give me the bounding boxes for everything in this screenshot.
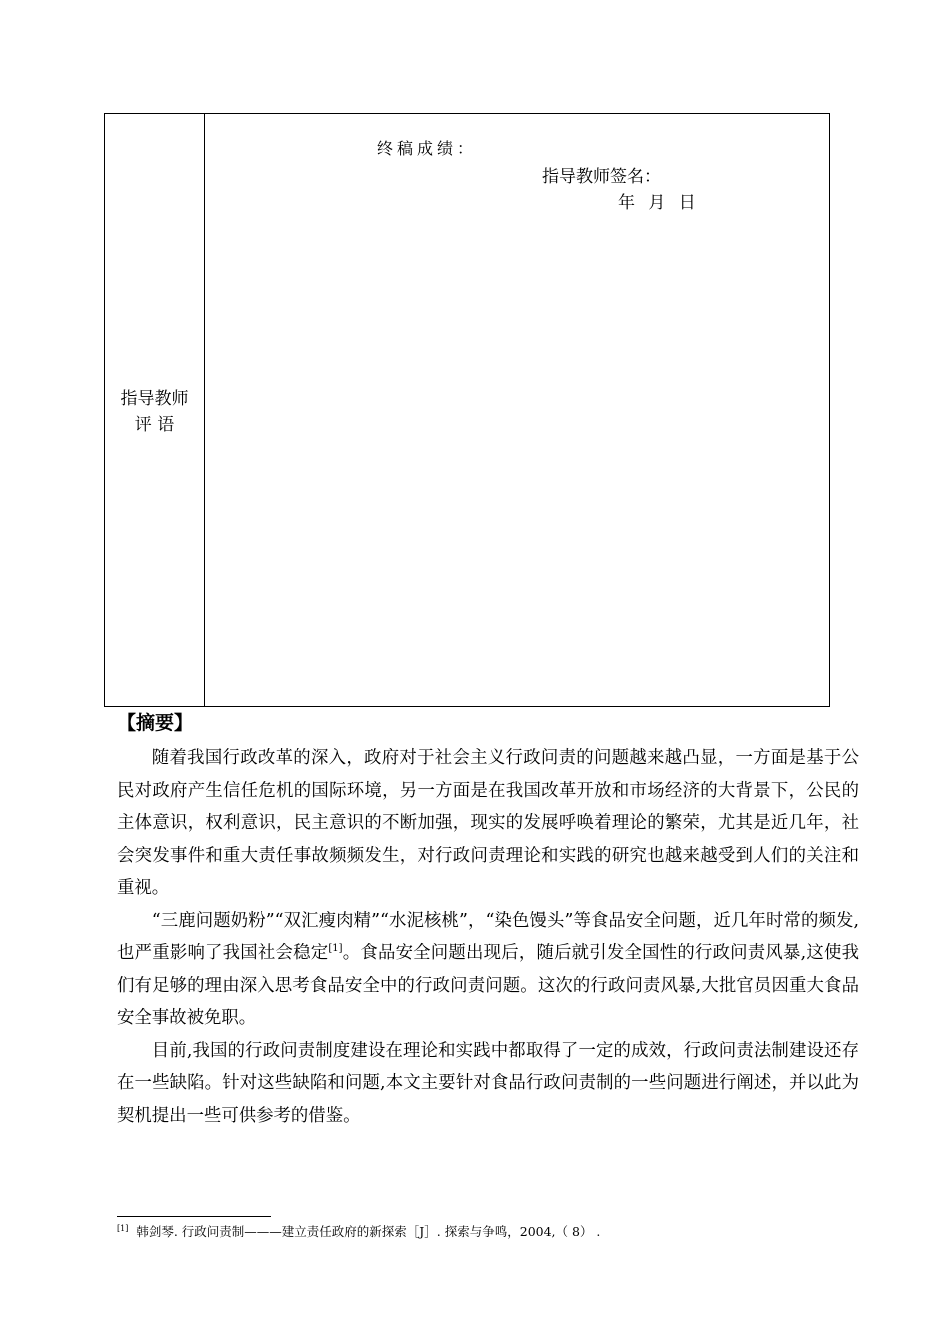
abstract-paragraph-2 (117, 905, 859, 1035)
label-line-2: 评 语 (134, 415, 175, 435)
footnote-text: 韩剑琴. 行政问责制———建立责任政府的新探索［J］. 探索与争鸣，2004,（ 8） . (136, 1224, 601, 1239)
abstract-heading: 【摘要】 (117, 712, 194, 734)
label-cell (105, 114, 205, 706)
footnote-separator (117, 1216, 271, 1217)
advisor-signature-label: 指导教师签名： (542, 167, 661, 187)
final-grade-label: 终稿成绩： (377, 139, 478, 158)
footnote-mark: [1] (117, 1223, 129, 1233)
abstract-paragraph-1: 随着我国行政改革的深入，政府对于社会主义行政问责的问题越来越凸显，一方面是基于公民对政府产生信任危机的国际环境，另一方面是在我国改革开放和市场经济的大背景下，公民的主体意识，权利意识，民主意识的不断加强，现实的发展呼唤着理论的繁荣，尤其是近几年，社会突发事件和重大责任事故频频发生，对行政问责理论和实践的研究也越来越受到人们的关注和重视。 (117, 748, 859, 898)
footnote-reference[interactable]: [1] (328, 943, 343, 955)
abstract-paragraph-3: 目前,我国的行政问责制度建设在理论和实践中都取得了一定的成效，行政问责法制建设还存在一些缺陷。针对这些缺陷和问题,本文主要针对食品行政问责制的一些问题进行阐述，并以此为契机提出一些可供参考的借鉴。 (117, 1040, 859, 1126)
paragraph-2-text-start: “三鹿问题奶粉”“双汇瘦肉精”“水泥核桃”，“染色馒头”等食品安全问题，近几年时常的频发,也严重影响了我国社会稳定 (117, 910, 859, 963)
date-label: 年 月 日 (618, 193, 696, 213)
abstract-body (117, 742, 859, 1132)
advisor-comment-label (105, 386, 204, 438)
label-line-1: 指导教师 (120, 389, 189, 409)
paragraph-2-text-end: 。食品安全问题出现后，随后就引发全国性的行政问责风暴,这使我们有足够的理由深入思考食品安全中的行政问责问题。这次的行政问责风暴,大批官员因重大食品安全事故被免职。 (117, 943, 859, 1028)
footnote (117, 1222, 600, 1240)
comment-form-table (104, 113, 830, 707)
